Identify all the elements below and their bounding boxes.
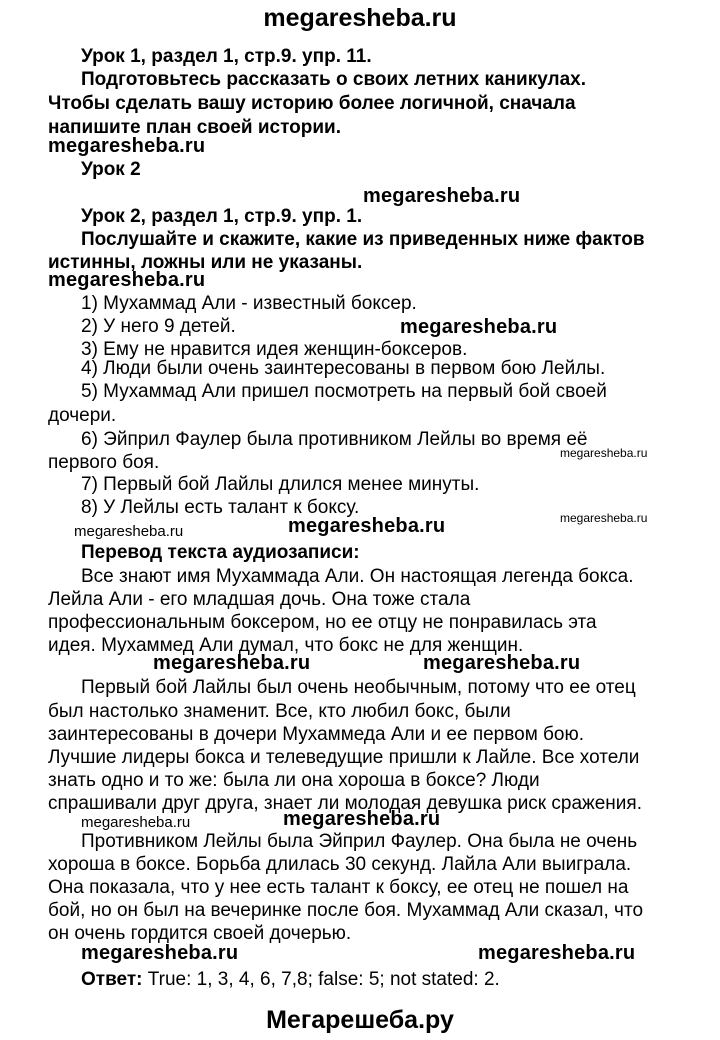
statement-5-cont: дочери.: [48, 405, 117, 426]
footer-watermark: Мегарешеба.ру: [266, 1006, 454, 1034]
lesson1-heading: Урок 1, раздел 1, стр.9. упр. 11.: [81, 46, 372, 67]
lesson2-heading: Урок 2, раздел 1, стр.9. упр. 1.: [81, 206, 363, 227]
p2-line3: заинтересованы в дочери Мухаммеда Али и ее первом бою.: [48, 724, 585, 745]
statement-3: 3) Ему не нравится идея женщин-боксеров.: [81, 339, 468, 360]
watermark-small: megaresheba.ru: [560, 446, 648, 460]
watermark: megaresheba.ru: [288, 515, 446, 537]
p2-line1: Первый бой Лайлы был очень необычным, потому что ее отец: [81, 677, 636, 698]
p3-line3: Она показала, что у нее есть талант к боксу, ее отец не пошел на: [48, 877, 629, 898]
statement-6: 6) Эйприл Фаулер была противником Лейлы во время её: [81, 429, 588, 450]
answer-text: True: 1, 3, 4, 6, 7,8; false: 5; not stated: 2.: [142, 969, 500, 990]
statement-8: 8) У Лейлы есть талант к боксу.: [81, 497, 360, 518]
header-watermark: megaresheba.ru: [263, 4, 457, 32]
p2-line5: знать одно и то же: была ли она хороша в боксе? Люди: [48, 770, 540, 791]
statement-5: 5) Мухаммад Али пришел посмотреть на первый бой своей: [81, 381, 607, 402]
p1-line3: профессиональным боксером, но ее отцу не понравилась эта: [48, 612, 597, 633]
statement-7: 7) Первый бой Лайлы длился менее минуты.: [81, 474, 480, 495]
p2-line6: спрашивали друг друга, знает ли молодая девушка риск сражения.: [48, 793, 642, 814]
watermark-medium: megaresheba.ru: [81, 814, 191, 831]
watermark: megaresheba.ru: [48, 269, 206, 291]
p2-line4: Лучшие лидеры бокса и телеведущие пришли к Лайле. Все хотели: [48, 747, 640, 768]
p3-line2: хороша в боксе. Борьба длилась 30 секунд. Лайла Али выиграла.: [48, 854, 632, 875]
watermark: megaresheba.ru: [81, 942, 239, 964]
watermark: megaresheba.ru: [478, 942, 636, 964]
watermark: megaresheba.ru: [48, 135, 206, 157]
p3-line1: Противником Лейлы была Эйприл Фаулер. Она была не очень: [81, 831, 638, 852]
lesson2-title: Урок 2: [81, 159, 141, 180]
lesson2-task-line1: Послушайте и скажите, какие из приведенных ниже фактов: [81, 229, 645, 250]
transcript-heading: Перевод текста аудиозаписи:: [81, 542, 360, 563]
p1-line2: Лейла Али - его младшая дочь. Она тоже стала: [48, 589, 471, 610]
answer-line: [81, 968, 500, 992]
lesson1-task-line1: Подготовьтесь рассказать о своих летних каникулах.: [81, 69, 587, 90]
lesson1-task-line3: напишите план своей истории.: [48, 117, 342, 138]
lesson1-task-line2: Чтобы сделать вашу историю более логичной, сначала: [48, 93, 576, 114]
watermark: megaresheba.ru: [153, 652, 311, 674]
watermark-small: megaresheba.ru: [560, 511, 648, 525]
watermark: megaresheba.ru: [363, 185, 521, 207]
watermark-medium: megaresheba.ru: [74, 523, 184, 540]
watermark: megaresheba.ru: [423, 652, 581, 674]
p1-line1: Все знают имя Мухаммада Али. Он настоящая легенда бокса.: [81, 566, 634, 587]
answer-label: Ответ:: [81, 969, 143, 990]
p2-line2: был настолько знаменит. Все, кто любил бокс, были: [48, 701, 511, 722]
statement-4: 4) Люди были очень заинтересованы в первом бою Лейлы.: [81, 358, 606, 379]
statement-6-cont: первого боя.: [48, 452, 160, 473]
lesson2-task-line2: истинны, ложны или не указаны.: [48, 252, 363, 273]
statement-1: 1) Мухаммад Али - известный боксер.: [81, 293, 417, 314]
statement-2: 2) У него 9 детей.: [81, 316, 236, 337]
p3-line5: он очень гордится своей дочерью.: [48, 923, 352, 944]
p1-line4: идея. Мухаммед Али думал, что бокс не для женщин.: [48, 635, 524, 656]
watermark: megaresheba.ru: [283, 808, 441, 830]
watermark: megaresheba.ru: [400, 316, 558, 338]
p3-line4: бой, но он был на вечеринке после боя. Мухаммад Али сказал, что: [48, 900, 644, 921]
